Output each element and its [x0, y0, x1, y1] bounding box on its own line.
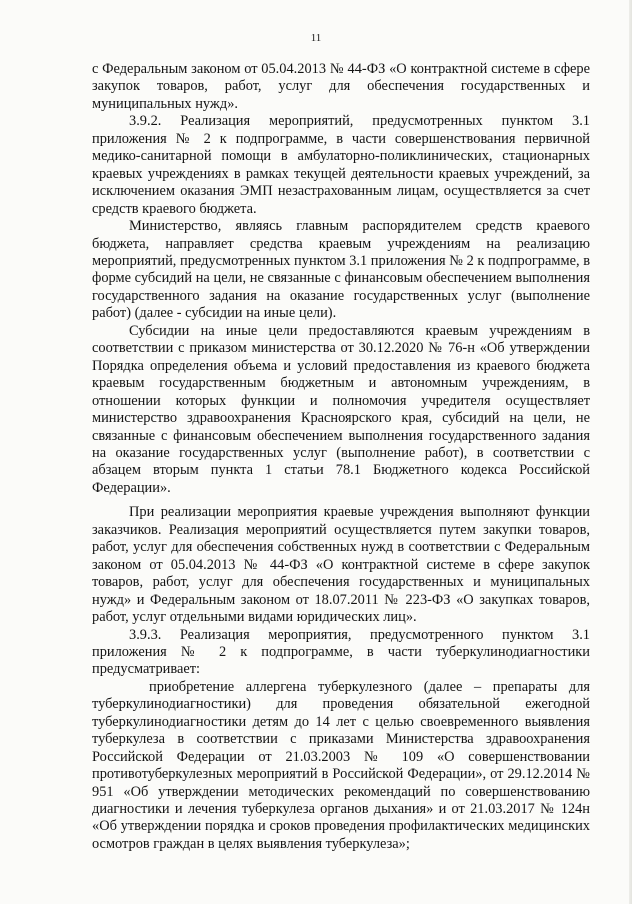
document-body	[92, 61, 590, 853]
paragraph-3-9-3: 3.9.3. Реализация мероприятия, предусмотренного пунктом 3.1 приложения № 2 к подпрограмме, в части туберкулинодиагностики предусматривает:	[92, 626, 590, 678]
paragraph-ministry-subsidies: Министерство, являясь главным распорядителем средств краевого бюджета, направляет средства краевым учреждениям на реализацию мероприятий, предусмотренных пунктом 3.1 приложения № 2 к подпрограмме, в форме субсидий на цели, не связанные с финансовым обеспечением выполнения государственного задания на оказание государственных услуг (выполнение работ) (далее - субсидии на иные цели).	[92, 218, 590, 322]
paragraph-subsidies-order: Субсидии на иные цели предоставляются краевым учреждениям в соответствии с приказом министерства от 30.12.2020 № 76-н «Об утверждении Порядка определения объема и условий предоставления из краевого бюджета краевым государственным бюджетным и автономным учреждениям, в отношении которых функции и полномочия учредителя осуществляет министерство здравоохранения Красноярского края, субсидий на цели, не связанные с финансовым обеспечением выполнения государственного задания на оказание государственных услуг (выполнение работ), в соответствии с абзацем вторым пункта 1 статьи 78.1 Бюджетного кодекса Российской Федерации».	[92, 322, 590, 496]
paragraph-3-9-2: 3.9.2. Реализация мероприятий, предусмотренных пунктом 3.1 приложения № 2 к подпрограмме, в части совершенствования первичной медико-санитарной помощи в амбулаторно-поликлинических, стационарных краевых учреждениях в рамках текущей деятельности краевых учреждений, за исключением оказания ЭМП незастрахованным лицам, осуществляется за счет средств краевого бюджета.	[92, 113, 590, 217]
page-number: 11	[310, 32, 322, 44]
paragraph-procurement: При реализации мероприятия краевые учреждения выполняют функции заказчиков. Реализация мероприятий осуществляется путем закупки товаров, работ, услуг для обеспечения собственных нужд в соответствии с Федеральным законом от 05.04.2013 № 44-ФЗ «О контрактной системе в сфере закупок товаров, работ, услуг для обеспечения государственных и муниципальных нужд» и Федеральным законом от 18.07.2011 № 223-ФЗ «О закупках товаров, работ, услуг отдельными видами юридических лиц».	[92, 504, 590, 626]
paragraph-federal-law-continuation: с Федеральным законом от 05.04.2013 № 44-ФЗ «О контрактной системе в сфере закупок товаров, работ, услуг для обеспечения государственных и муниципальных нужд».	[92, 61, 590, 112]
paragraph-tuberculin-purchase: приобретение аллергена туберкулезного (далее – препараты для туберкулинодиагностики) для проведения обязательной ежегодной туберкулинодиагностики детям до 14 лет с целью своевременного выявления туберкулеза в соответствии с приказами Министерства здравоохранения Российской Федерации от 21.03.2003 № 109 «О совершенствовании противотуберкулезных мероприятий в Российской Федерации», от 29.12.2014 № 951 «Об утверждении методических рекомендаций по совершенствованию диагностики и лечения туберкулеза органов дыхания» и от 21.03.2017 № 124н «Об утверждении порядка и сроков проведения профилактических медицинских осмотров граждан в целях выявления туберкулеза»;	[92, 678, 590, 852]
